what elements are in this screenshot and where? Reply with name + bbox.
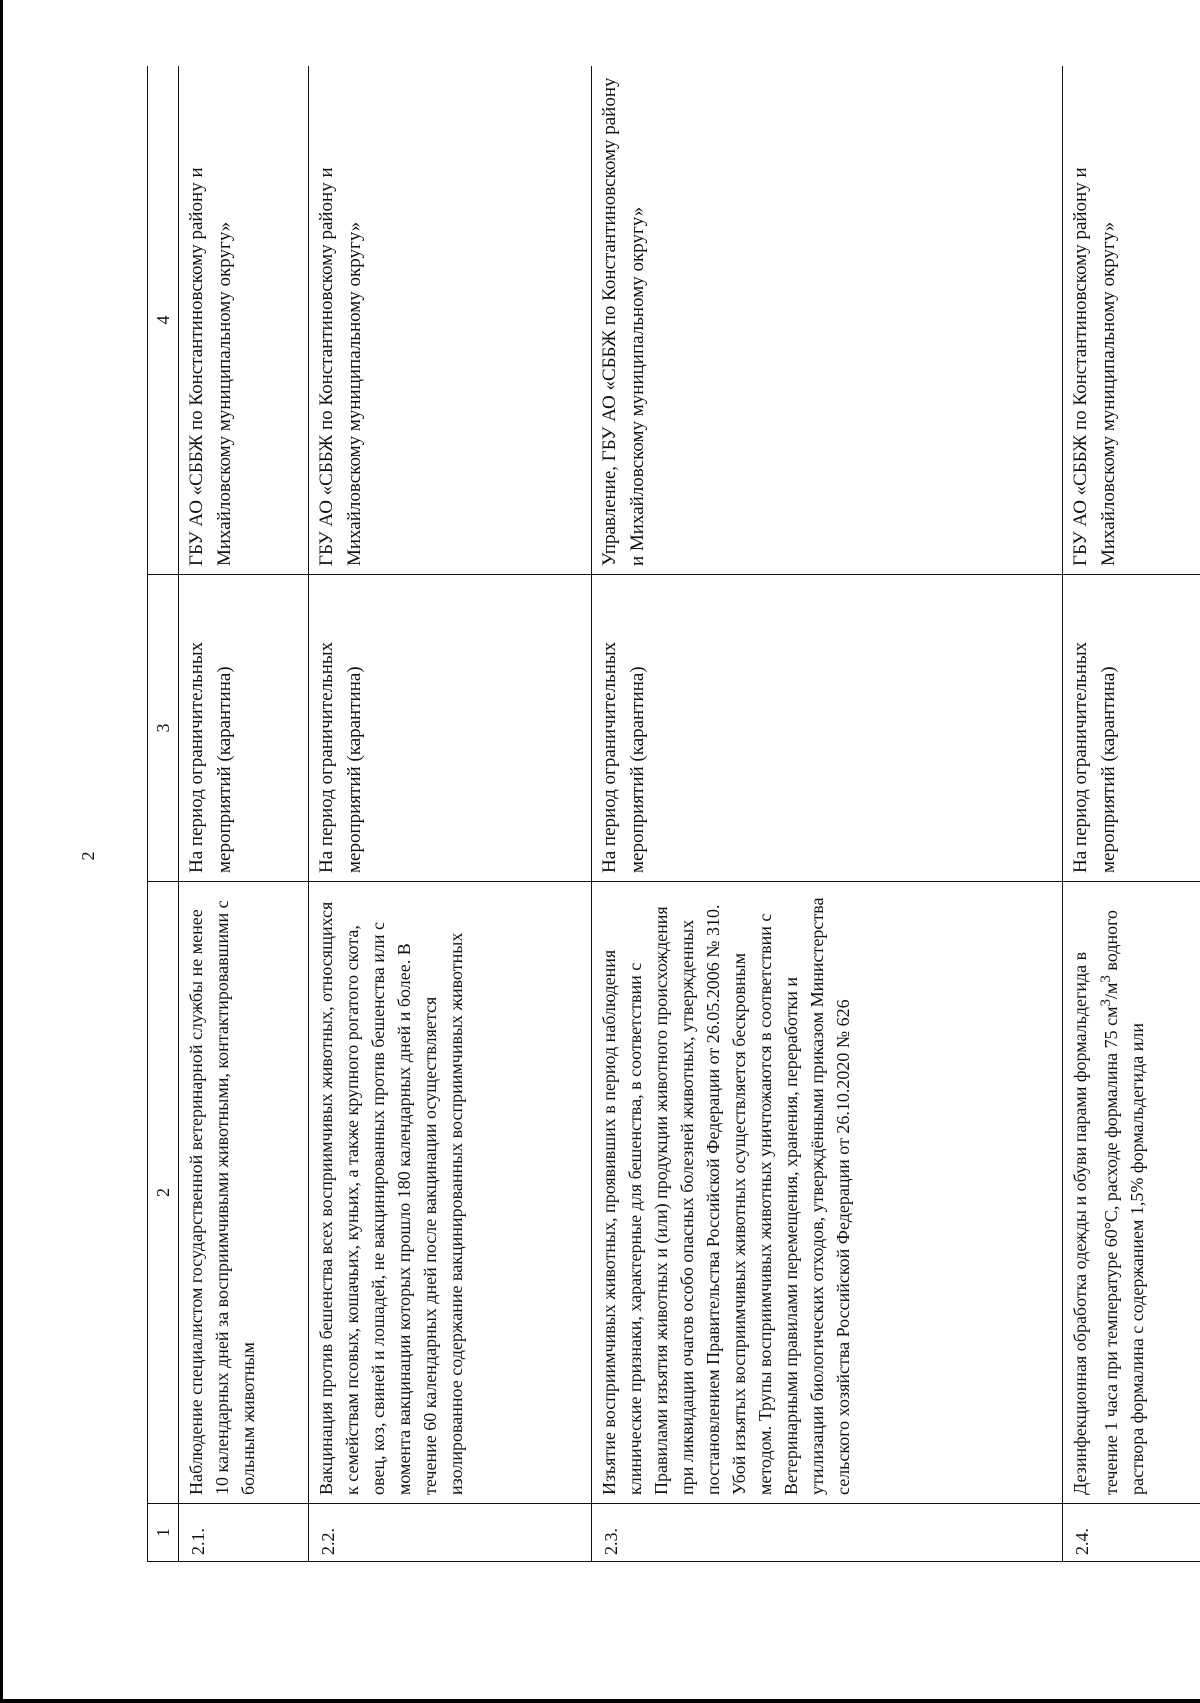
- row-number: 2.4.: [1062, 1504, 1200, 1562]
- table-row: [591, 66, 1062, 1562]
- period-text: На период ограничительных мероприятий (карантина): [1062, 575, 1200, 882]
- scan-edge-left: [0, 0, 3, 1703]
- header-col-4: 4: [148, 66, 179, 575]
- header-col-3: 3: [148, 575, 179, 882]
- superscript: 3: [1097, 998, 1114, 1007]
- responsible-text: Управление, ГБУ АО «СББЖ по Константиновскому району и Михайловскому муниципальному округу»: [591, 66, 1062, 575]
- table-row: [179, 66, 309, 1562]
- measures-table: [147, 66, 1200, 1562]
- row-number: 2.3.: [591, 1504, 1062, 1562]
- table-header-row: [148, 66, 179, 1562]
- period-text: На период ограничительных мероприятий (карантина): [179, 575, 309, 882]
- period-text: На период ограничительных мероприятий (карантина): [309, 575, 591, 882]
- responsible-text: ГБУ АО «СББЖ по Константиновскому району и Михайловскому муниципальному округу»: [1062, 66, 1200, 575]
- scan-edge-bottom: [0, 1699, 1200, 1703]
- measure-text: Наблюдение специалистом государственной ветеринарной службы не менее 10 календарных дней за восприимчивыми животными, контактировавшими с больным животным: [179, 882, 309, 1504]
- measure-text-part: /м: [1100, 982, 1121, 999]
- table-row: [1062, 66, 1200, 1562]
- measure-text-part: водного раствора формалина с содержанием 1,5% формальдегида или: [1100, 909, 1147, 1495]
- rotated-table-container: [147, 66, 1200, 1562]
- measure-text: Вакцинация против бешенства всех восприимчивых животных, относящихся к семействам псовых, кошачьих, куньих, а также крупного рогатого скота, овец, коз, свиней и лошадей, не вакцинированных против бешенства или с момента вакцинации которых прошло 180 календарных дней и более. В течение 60 календарных дней после вакцинации осуществляется изолированное содержание вакцинированных восприимчивых животных: [309, 882, 591, 1504]
- header-col-1: 1: [148, 1504, 179, 1562]
- table-row: [309, 66, 591, 1562]
- row-number: 2.1.: [179, 1504, 309, 1562]
- header-col-2: 2: [148, 882, 179, 1504]
- measure-text: Изъятие восприимчивых животных, проявивших в период наблюдения клинические признаки, характерные для бешенства, в соответствии с Правилами изъятия животных и (или) продукции животного происхождения при ликвидации очагов особо опасных болезней животных, утвержденных постановлением Правительства Российской Федерации от 26.05.2006 № 310. Убой изъятых восприимчивых животных осуществляется бескровным методом. Трупы восприимчивых животных уничтожаются в соответствии с Ветеринарными правилами перемещения, хранения, переработки и утилизации биологических отходов, утверждёнными приказом Министерства сельского хозяйства Российской Федерации от 26.10.2020 № 626: [591, 882, 1062, 1504]
- measure-text: [1062, 882, 1200, 1504]
- responsible-text: ГБУ АО «СББЖ по Константиновскому району и Михайловскому муниципальному округу»: [179, 66, 309, 575]
- responsible-text: ГБУ АО «СББЖ по Константиновскому району и Михайловскому муниципальному округу»: [309, 66, 591, 575]
- period-text: На период ограничительных мероприятий (карантина): [591, 575, 1062, 882]
- page-number: 2: [78, 851, 98, 861]
- row-number: 2.2.: [309, 1504, 591, 1562]
- superscript: 3: [1097, 975, 1114, 983]
- measure-text-part: Дезинфекционная обработка одежды и обуви парами формальдегида в течение 1 часа при температуре 60°С, расходе формалина 75 см: [1069, 951, 1121, 1495]
